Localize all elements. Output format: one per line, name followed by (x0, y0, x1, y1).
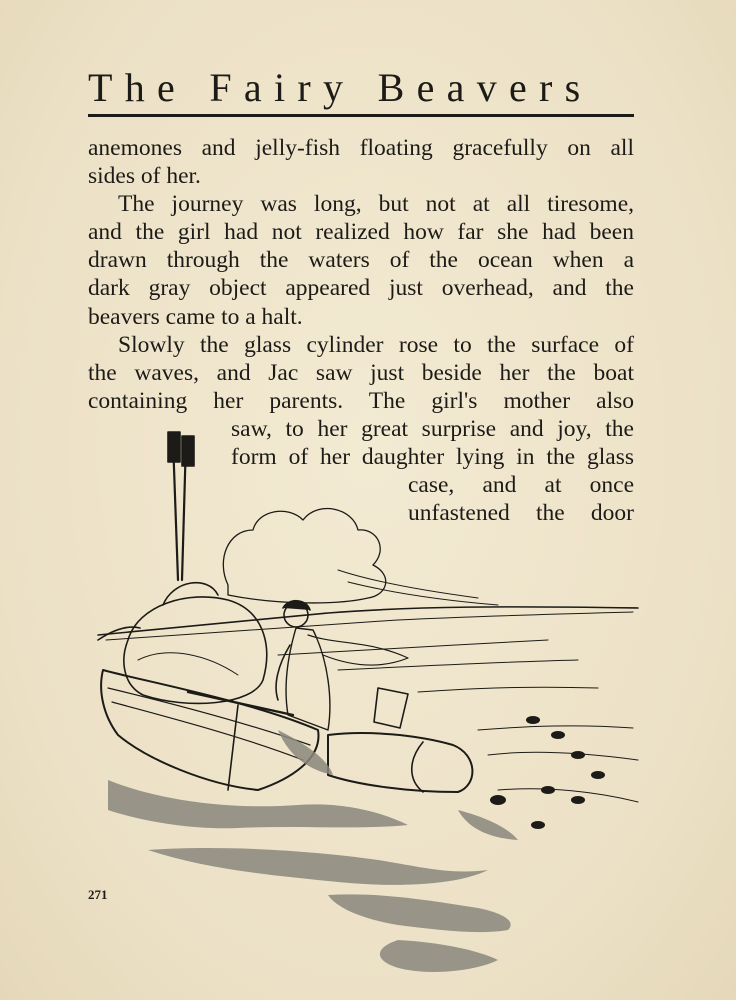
text-line: Slowly the glass cylinder rose to the surface of (118, 331, 634, 358)
text-line: form of her daughter lying in the glass (231, 444, 634, 471)
text-line: saw, to her great surprise and joy, the (231, 415, 634, 442)
text-line: unfastened the door (408, 500, 634, 527)
text-line: sides of her. (88, 163, 201, 190)
text-line: beavers came to a halt. (88, 303, 303, 330)
text-line: anemones and jelly-fish floating gracefully on all (88, 135, 634, 161)
header-rule (88, 114, 634, 117)
text-line: case, and at once (408, 472, 634, 499)
page-number: 271 (88, 887, 108, 902)
text-line: containing her parents. The girl's mother also (88, 387, 634, 414)
text-line: The journey was long, but not at all tiresome, (118, 191, 634, 218)
illustration (78, 430, 648, 985)
text-line: the waves, and Jac saw just beside her the boat (88, 359, 634, 386)
text-line: drawn through the waters of the ocean when a (88, 247, 634, 274)
text-line: dark gray object appeared just overhead, and the (88, 275, 634, 302)
running-head: The Fairy Beavers (88, 65, 593, 110)
text-line: and the girl had not realized how far she had been (88, 219, 634, 246)
